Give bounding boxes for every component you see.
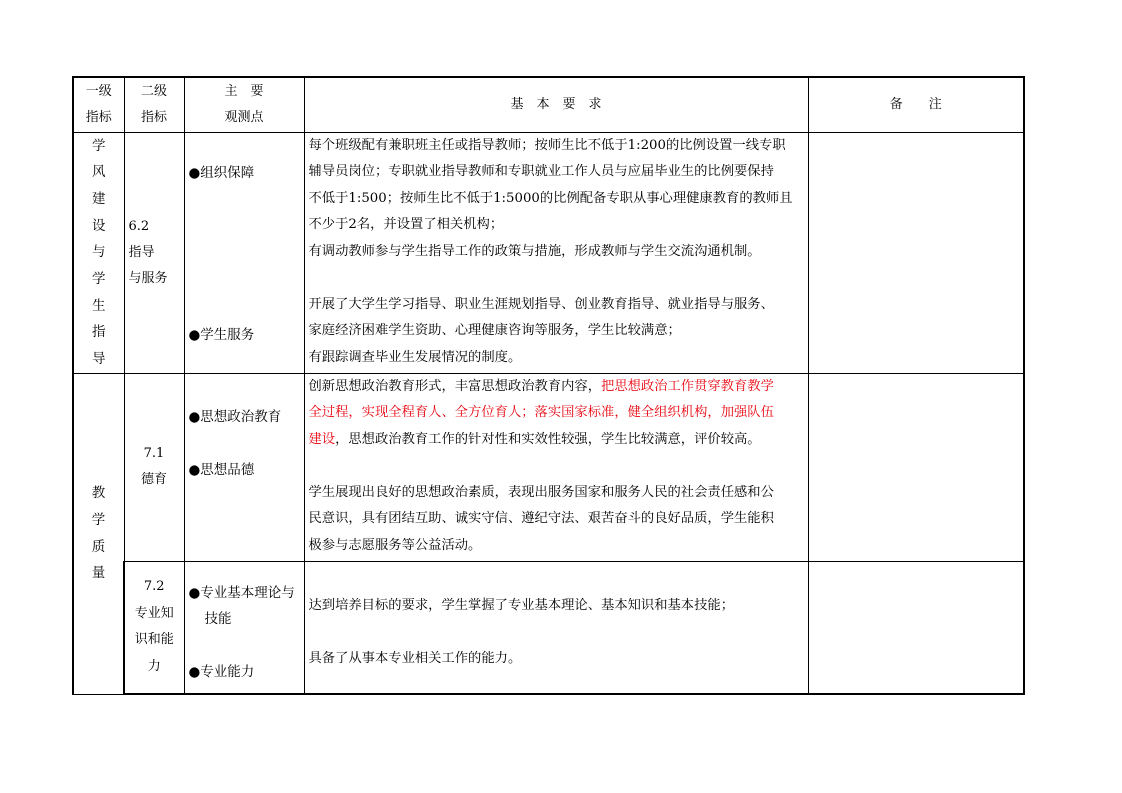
level1-vertical-text [74,133,124,373]
level2-number: 7.1 [143,446,165,462]
requirement-line: 学生展现出良好的思想政治素质，表现出服务国家和服务人民的社会责任感和公 [308,484,774,500]
level1-char: 量 [91,565,106,582]
header-level2-line2: 指标 [140,109,167,125]
requirement-highlight: 把思想政治工作贯穿教育教学 [601,378,774,394]
level1-char: 学 [91,512,106,528]
remarks-cell-7-1 [808,373,1024,561]
point-professional-ability: ●专业能力 [188,663,255,680]
header-level1 [73,77,124,132]
header-requirements: 基 本 要 求 [304,77,808,132]
level1-char: 与 [92,244,106,261]
requirement-gap [305,265,808,292]
level2-cell-7-1 [124,373,184,561]
requirement-gap [305,453,808,480]
section-7-2-row [73,561,1024,694]
level1-cell-study-style [73,132,124,373]
requirements-cell-6-2 [304,132,808,373]
points-cell-7-1 [184,373,304,561]
point-organization: ●组织保障 [188,164,255,181]
level1-char: 风 [92,164,106,181]
level1-cell-teaching-quality [73,373,124,694]
requirement-line: 有调动教师参与学生指导工作的政策与措施，形成教师与学生交流沟通机制。 [308,243,761,259]
requirements-cell-7-2 [304,561,808,694]
point-professional-theory: ●专业基本理论与 [188,584,295,601]
level2-label: 与服务 [128,270,168,286]
evaluation-table [72,76,1025,695]
level2-label: 识和能 [134,632,174,648]
points-cell-7-2 [184,561,304,694]
level1-vertical-text [74,480,123,587]
requirement-line: 辅导员岗位；专职就业指导教师和专职就业工作人员与应届毕业生的比例要保持 [308,164,774,179]
level1-char: 学 [92,270,106,287]
requirement-text: ，思想政治教育工作的针对性和实效性较强，学生比较满意，评价较高。 [335,431,761,447]
requirement-line [305,374,808,401]
level2-label: 力 [147,658,161,674]
section-7-1-row [73,373,1024,561]
header-level1-line2: 指标 [85,109,112,125]
header-row [73,77,1024,132]
level2-cell-6-2 [124,132,184,373]
point-political-education: ●思想政治教育 [188,408,282,425]
requirement-line: 有跟踪调查毕业生发展情况的制度。 [308,349,522,365]
header-level2-line1: 二级 [140,83,167,99]
requirement-gap [305,619,808,646]
header-level2 [124,77,184,132]
requirement-line: 具备了从事本专业相关工作的能力。 [308,650,522,666]
requirement-line: 不少于2名，并设置了相关机构； [308,217,504,232]
requirement-line: 开展了大学生学习指导、职业生涯规划指导、创业教育指导、就业指导与服务、 [308,296,774,312]
requirement-line: 达到培养目标的要求，学生掌握了专业基本理论、基本知识和基本技能； [308,597,734,613]
requirement-highlight: 全过程，实现全程育人、全方位育人；落实国家标准，健全组织机构，加强队伍 [308,405,774,421]
header-remarks: 备 注 [808,77,1024,132]
level1-char: 指 [92,324,106,341]
level2-label: 德育 [140,472,167,488]
header-level1-line1: 一级 [85,83,112,99]
level1-char: 设 [92,217,106,234]
level1-char: 学 [92,137,106,154]
point-morality: ●思想品德 [188,461,255,478]
level1-char: 导 [92,351,106,367]
requirement-highlight: 建设 [308,431,336,447]
requirement-line: 民意识，具有团结互助、诚实守信、遵纪守法、艰苦奋斗的良好品质，学生能积 [308,511,774,527]
level1-char: 教 [91,485,106,502]
remarks-cell-6-2 [808,132,1024,373]
level2-cell-7-2 [124,561,184,694]
level1-char: 建 [92,190,106,207]
level1-char: 质 [91,538,106,555]
point-student-service: ●学生服务 [188,326,255,343]
remarks-cell-7-2 [808,561,1024,694]
requirement-line: 每个班级配有兼职班主任或指导教师；按师生比不低于1:200的比例设置一线专职 [308,137,786,153]
requirement-line [305,427,808,454]
section-6-2-row [73,132,1024,373]
requirement-text: 创新思想政治教育形式，丰富思想政治教育内容， [308,378,602,394]
level2-number: 6.2 [128,218,150,234]
level2-number: 7.2 [143,579,165,595]
requirement-line: 不低于1:500；按师生比不低于1:5000的比例配备专职从事心理健康教育的教师且 [308,190,793,206]
level1-char: 生 [92,297,106,314]
header-points [184,77,304,132]
requirements-cell-7-1 [304,373,808,561]
requirement-line: 家庭经济困难学生资助、心理健康咨询等服务，学生比较满意； [308,323,681,338]
level2-label: 指导 [128,244,155,260]
points-cell-6-2 [184,132,304,373]
header-points-line2: 观测点 [224,109,264,125]
header-points-line1: 主 要 [224,83,264,99]
level2-label: 专业知 [134,605,174,621]
point-professional-theory-cont: 技能 [204,610,232,627]
requirement-line: 极参与志愿服务等公益活动。 [308,537,482,553]
